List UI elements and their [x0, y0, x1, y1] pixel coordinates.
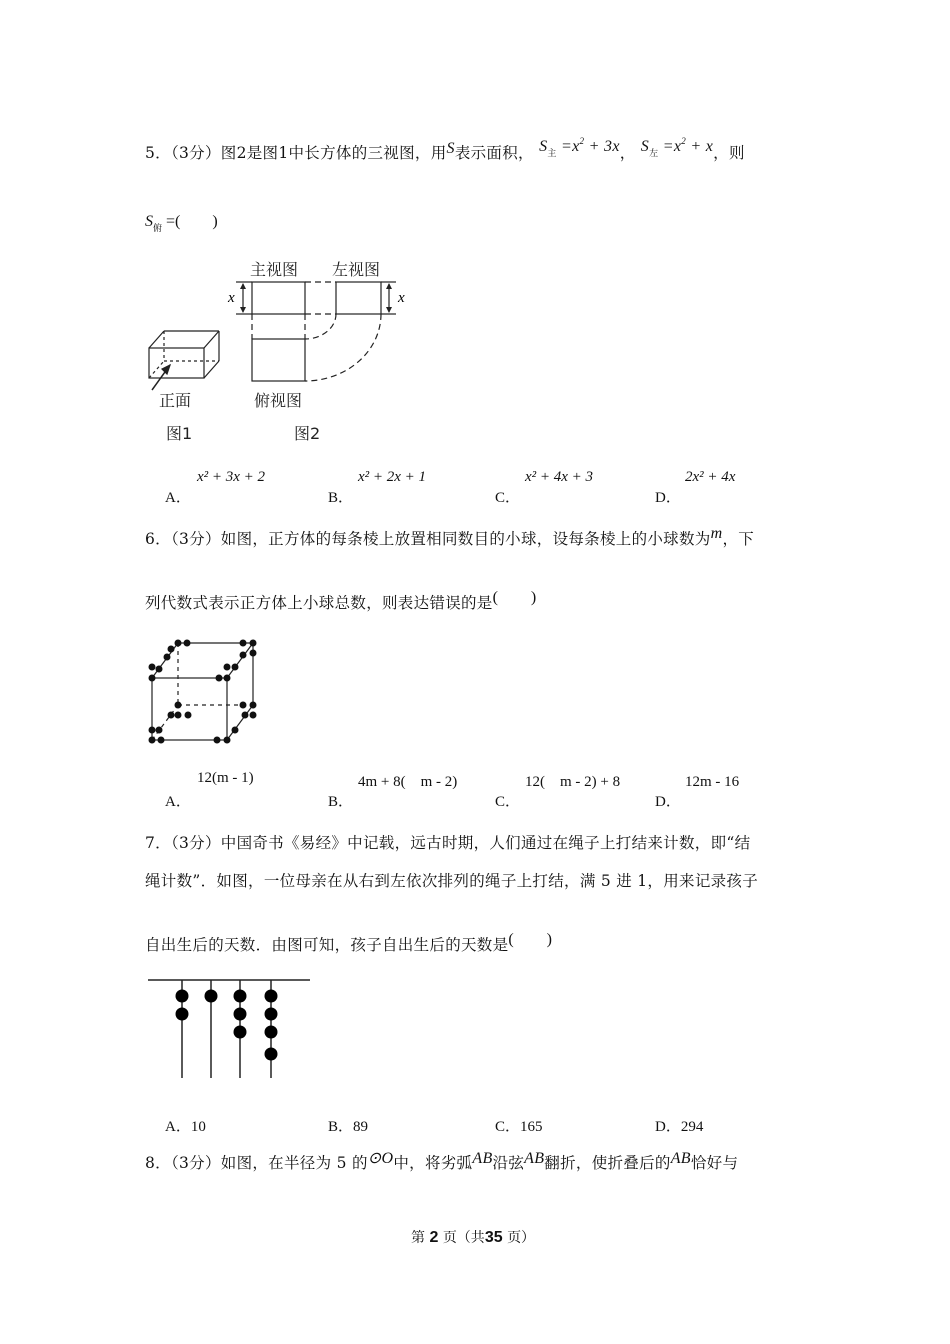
q5-s-main: $S_主 =x^2 + 3x$	[539, 136, 620, 158]
q6-option-c-label: C．	[495, 794, 521, 810]
q5-s-left: $S_左 =x^2 + x$	[640, 136, 714, 158]
main-view-rect	[252, 282, 305, 314]
q5-line2: $S_俯$ =( )	[145, 213, 218, 233]
q6-option-b-expr: 4m + 8( m - 2)	[358, 774, 458, 790]
q7-option-a: A．10	[165, 1119, 206, 1135]
x-label-right: x	[398, 290, 405, 306]
q6-option-b-label: B．	[328, 794, 354, 810]
q5-figure	[140, 255, 420, 445]
cuboid-figure	[149, 331, 219, 390]
q6-cube-figure	[143, 635, 268, 750]
q7-line3: 自出生后的天数．由图可知，孩子自出生后的天数是( )	[145, 931, 553, 954]
q8-line1: 8．（3分）如图，在半径为 5 的⊙O中，将劣弧AB沿弦AB翻折，使折叠后的AB恰好与	[145, 1150, 739, 1172]
q6-option-c-expr: 12( m - 2) + 8	[525, 774, 621, 790]
left-view-label: 左视图	[332, 260, 381, 279]
q7-option-c: C．165	[495, 1119, 543, 1135]
q5-option-a-label: A．	[165, 490, 191, 506]
page-footer: 第 2 页（共35 页）	[411, 1229, 536, 1246]
top-view-label: 俯视图	[254, 391, 303, 410]
q6-line1: 6．（3分）如图，正方体的每条棱上放置相同数目的小球，设每条棱上的小球数为m，下	[145, 525, 755, 548]
x-label-left: x	[228, 290, 235, 306]
q6-option-d-expr: 12m - 16	[685, 774, 740, 790]
fig1-label: 图1	[166, 424, 193, 443]
q6-option-d-label: D．	[655, 794, 681, 810]
q5-option-b-expr: x² + 2x + 1	[358, 469, 427, 485]
q7-line1: 7．（3分）中国奇书《易经》中记载，远古时期，人们通过在绳子上打结来计数，即“结	[145, 834, 751, 852]
q7-option-b: B．89	[328, 1119, 369, 1135]
q5-option-a-expr: x² + 3x + 2	[197, 469, 266, 485]
q6-option-a-expr: 12(m - 1)	[197, 770, 254, 786]
main-view-label: 主视图	[250, 260, 299, 279]
cube-balls	[149, 640, 257, 744]
q5-option-b-label: B．	[328, 490, 354, 506]
q5-option-d-label: D．	[655, 490, 681, 506]
left-view-rect	[336, 282, 381, 314]
q6-option-a-label: A．	[165, 794, 191, 810]
rope-knots	[176, 990, 278, 1061]
q5-option-c-expr: x² + 4x + 3	[525, 469, 594, 485]
front-label: 正面	[159, 391, 192, 410]
fig2-label: 图2	[294, 424, 321, 443]
top-view-rect	[252, 339, 305, 381]
q7-rope-figure	[145, 975, 315, 1085]
three-views	[236, 282, 396, 381]
q7-line2: 绳计数”．如图，一位母亲在从右到左依次排列的绳子上打结，满 5 进 1，用来记录孩子	[145, 872, 759, 890]
q5-option-d-expr: 2x² + 4x	[685, 469, 736, 485]
q5-line1: 5．（3分）图2是图1中长方体的三视图，用S表示面积， $S_主 =x^2 + 3x$， $S_左 =x^2 + x$，则	[145, 136, 745, 162]
q6-line2: 列代数式表示正方体上小球总数，则表达错误的是( )	[145, 589, 537, 612]
q7-option-d: D．294	[655, 1119, 704, 1135]
q5-option-c-label: C．	[495, 490, 521, 506]
